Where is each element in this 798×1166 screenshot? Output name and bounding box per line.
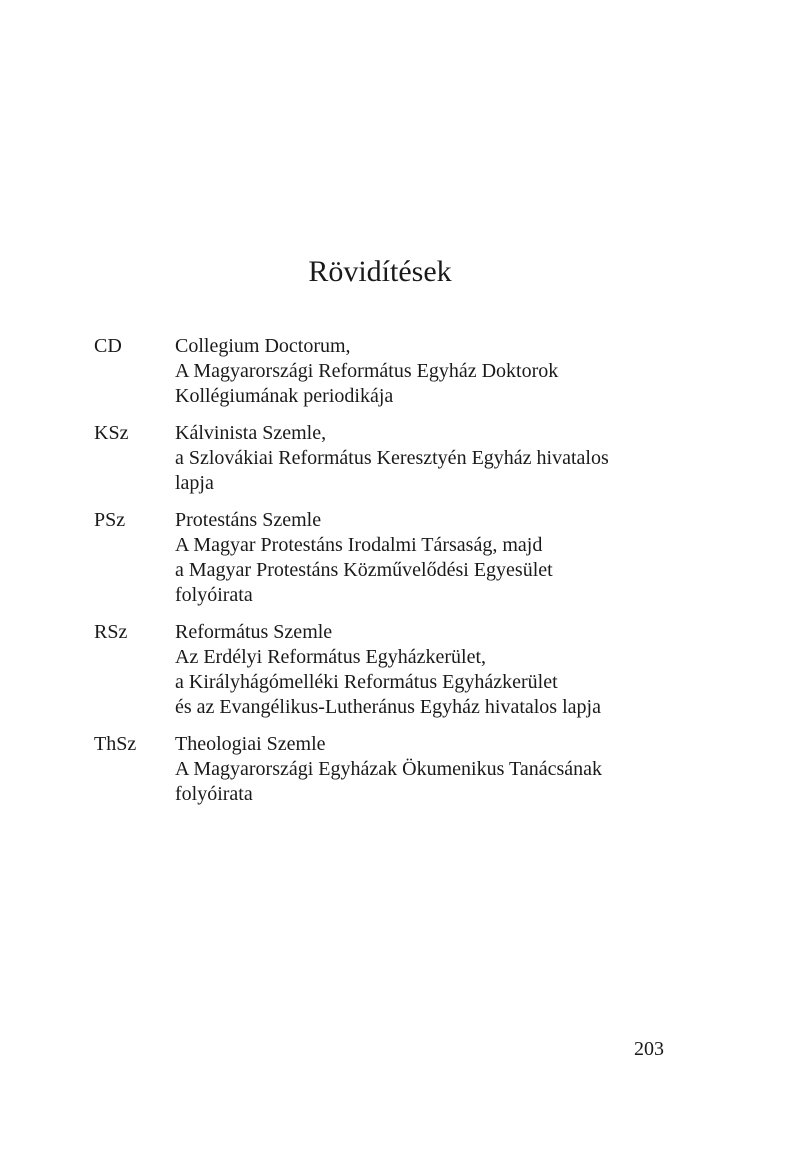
- description-line: Collegium Doctorum,: [175, 335, 351, 357]
- description-line: Protestáns Szemle: [175, 509, 322, 531]
- abbreviation-entry: [94, 732, 694, 807]
- description-line: Az Erdélyi Református Egyházkerület,: [175, 646, 486, 668]
- abbreviation-description: [175, 334, 694, 409]
- abbreviation-code: PSz: [94, 509, 126, 531]
- abbreviation-code: KSz: [94, 422, 129, 444]
- abbreviation-description: [175, 421, 694, 496]
- abbreviation-code: CD: [94, 335, 122, 357]
- abbreviation-description: [175, 508, 694, 608]
- description-line: Kálvinista Szemle,: [175, 422, 327, 444]
- abbreviation-description: [175, 620, 694, 720]
- description-line: folyóirata: [175, 783, 253, 805]
- description-line: Kollégiumának periodikája: [175, 385, 394, 407]
- abbreviation-code: RSz: [94, 621, 128, 643]
- abbreviation-entry: [94, 334, 694, 409]
- description-line: a Szlovákiai Református Keresztyén Egyház hivatalos: [175, 447, 609, 469]
- description-line: A Magyar Protestáns Irodalmi Társaság, majd: [175, 534, 543, 556]
- abbreviation-entry: [94, 620, 694, 720]
- description-line: lapja: [175, 472, 214, 494]
- description-line: A Magyarországi Református Egyház Doktorok: [175, 360, 559, 382]
- abbreviation-code: ThSz: [94, 733, 137, 755]
- abbreviation-entry: [94, 421, 694, 496]
- abbreviation-description: [175, 732, 694, 807]
- description-line: Református Szemle: [175, 621, 333, 643]
- description-line: a Királyhágómelléki Református Egyházkerület: [175, 671, 558, 693]
- abbreviation-list: [94, 334, 694, 819]
- description-line: Theologiai Szemle: [175, 733, 326, 755]
- description-line: és az Evangélikus-Lutheránus Egyház hivatalos lapja: [175, 696, 601, 718]
- description-line: folyóirata: [175, 584, 253, 606]
- description-line: A Magyarországi Egyházak Ökumenikus Tanácsának: [175, 758, 602, 780]
- abbreviation-entry: [94, 508, 694, 608]
- page-number: 203: [634, 1038, 664, 1060]
- description-line: a Magyar Protestáns Közművelődési Egyesület: [175, 559, 553, 581]
- page-title: Rövidítések: [308, 255, 452, 288]
